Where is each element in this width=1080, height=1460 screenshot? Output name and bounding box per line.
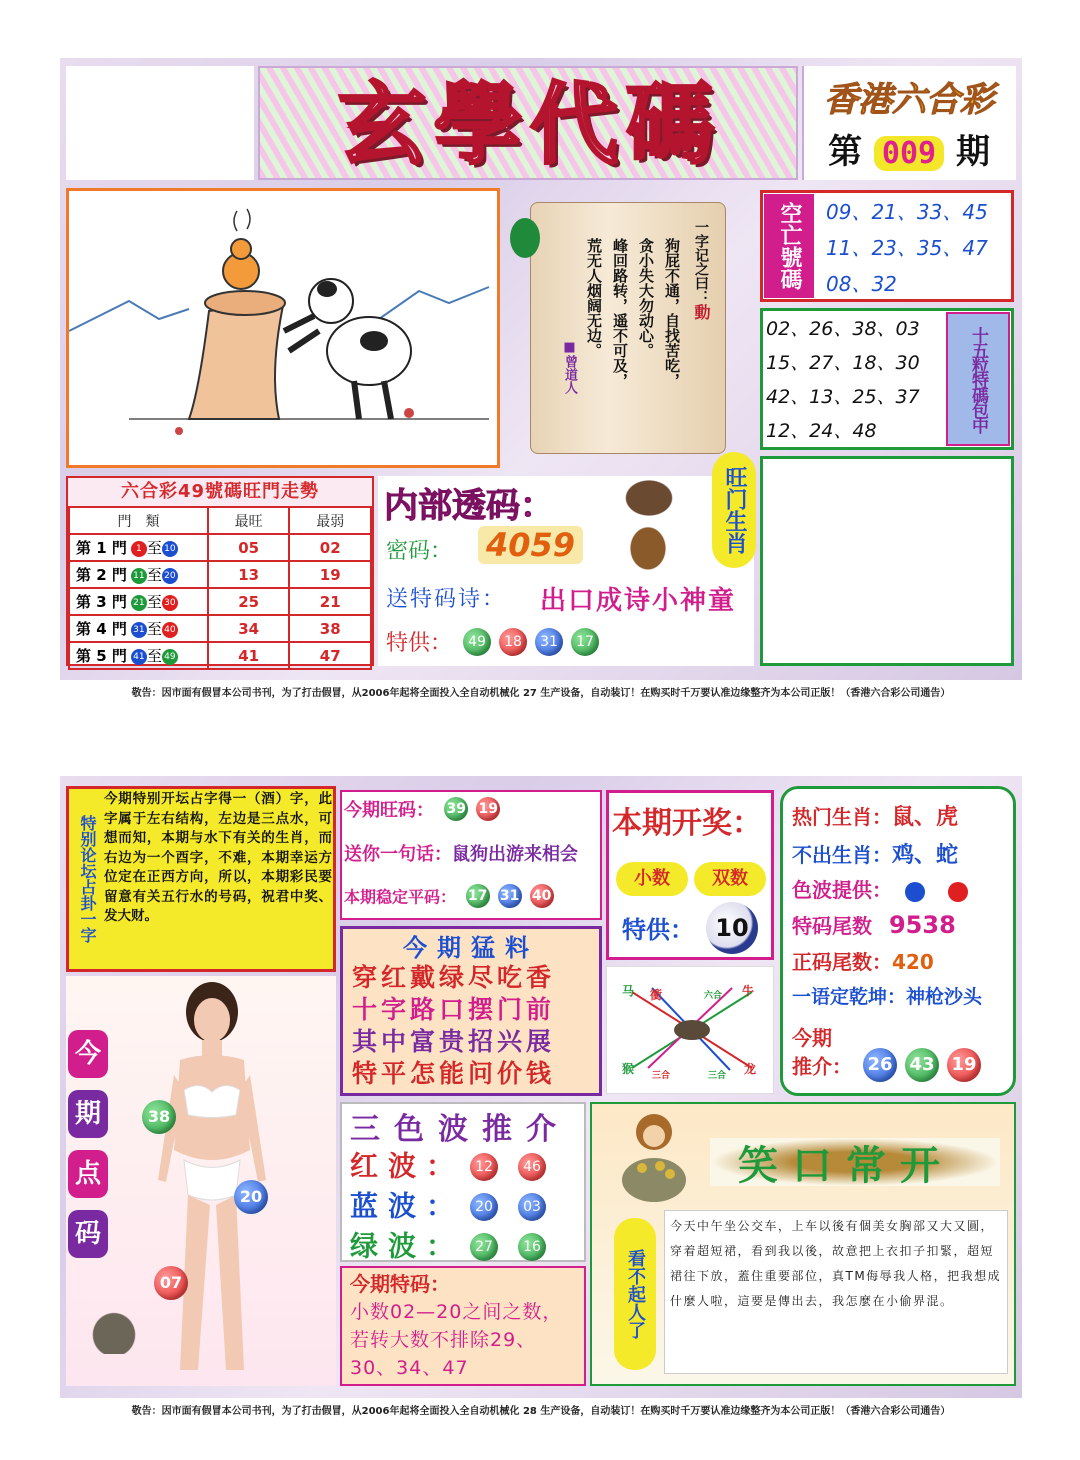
compass-label: 马 [622, 984, 635, 998]
doors-panel [66, 476, 374, 666]
doors-row [69, 588, 371, 615]
issue-suffix: 期 [955, 132, 990, 172]
doors-range-cell [69, 534, 208, 561]
poem-header: 一字记之曰：動 [692, 220, 711, 320]
doors-range-cell [69, 561, 208, 588]
monkey-icon [626, 522, 670, 570]
rec-row [792, 1048, 985, 1082]
doors-range-cell [69, 588, 208, 615]
flat-balls [462, 886, 558, 905]
joke-title: 笑口常开 [738, 1143, 954, 1189]
top-blank-box [66, 66, 254, 180]
phrase-label: 送你一句话： [344, 844, 452, 865]
rec-label-2: 推介： [792, 1054, 852, 1079]
fifteen-numbers [766, 312, 942, 448]
wang-label: 今期旺码： [344, 800, 434, 821]
door-sep: 至 [146, 593, 162, 611]
main-tail-label: 正码尾数： [792, 950, 892, 974]
wave-label: 色波提供： [792, 878, 892, 902]
wave-dot-blue [905, 882, 925, 902]
door-min-cell: 02 [289, 534, 371, 561]
stump-and-dog-illustration [69, 191, 497, 465]
wave-label: 红波： [350, 1149, 465, 1183]
forum-text: 今期特别开坛占字得一（酒）字，此字属于左右结构，左边是三点水，可想而知，本期与水下有关的生肖，而右边为一个酉字，不难，本期幸运方位定在正西方向，所以，本期彩民要留意有关五行水的号码，祝君中奖、发大财。 [104, 791, 332, 924]
number-ball: 40 [530, 884, 554, 908]
model-silhouette [140, 980, 290, 1380]
door-to-ball: 20 [162, 568, 178, 584]
number-ball: 49 [463, 628, 491, 656]
fierce-lines [352, 962, 592, 1090]
three-wave-title: 三色波推介 [350, 1112, 570, 1147]
poem-line-4: 荒无人烟阔无边。 [585, 238, 603, 358]
door-max-cell: 41 [208, 642, 290, 669]
number-ball: 16 [518, 1233, 546, 1261]
bottom-disclaimer: 敬告：因市面有假冒本公司书刊，为了打击假冒，从2006年起将全面投入全自动机械化 28 生产设备，自动装订！在购买时千万要认准边缘整齐为本公司正版！（香港六合彩公司通告） [131, 1406, 951, 1417]
logo-title: 玄學代碼 [337, 72, 722, 176]
key-label-char: 码 [68, 1210, 108, 1258]
doors-table [68, 506, 372, 670]
compass-label: 三合 [708, 1071, 727, 1081]
door-label: 第 4 門 [76, 620, 127, 638]
zodiac-badge: 旺门生肖 [712, 452, 756, 568]
poem-signature: ■曾道人 [562, 340, 577, 394]
void-title: 空亡號碼 [764, 194, 814, 298]
wave-row-blue [350, 1186, 580, 1226]
tail-label: 特码尾数 [792, 914, 872, 938]
door-label: 第 2 門 [76, 566, 127, 584]
three-wave-rows [350, 1146, 580, 1266]
doors-header-max: 最旺 [208, 507, 290, 534]
flat-label: 本期稳定平码： [344, 887, 457, 907]
door-sep: 至 [146, 647, 162, 665]
brand-title: 香港六合彩 [824, 80, 994, 120]
doors-row [69, 615, 371, 642]
doors-title: 六合彩49號碼旺門走勢 [68, 478, 372, 506]
model-figure [140, 980, 290, 1380]
fifteen-row-3: 42、13、25、37 [766, 386, 920, 408]
joke-text: 今天中午坐公交车，上车以後有個美女胸部又大又圓，穿着超短裙，看到我以後，故意把上衣扣子扣緊，超短裙往下放，蓋住重要部位，真TM侮辱我人格，把我想成什麼人啦，這要是傳出去，我怎麼在小偷界混。 [670, 1219, 1002, 1308]
code-label: 密码： [386, 539, 453, 564]
saying-label: 一语定乾坤： [792, 986, 907, 1008]
compass-label: 牛 [742, 984, 755, 998]
draw-special-label: 特供： [622, 916, 694, 944]
inside-title: 内部透码： [384, 486, 554, 526]
poem-value: 出口成诗小神童 [540, 586, 737, 616]
void-row-1: 09、21、33、45 [826, 200, 988, 224]
cold-value: 鸡、蛇 [892, 843, 959, 868]
poem-key: 動 [692, 304, 711, 320]
number-ball: 17 [466, 884, 490, 908]
fierce-line: 十字路口摆门前 [352, 995, 556, 1024]
poem-label: 送特码诗： [386, 587, 507, 612]
door-from-ball: 11 [131, 568, 147, 584]
number-ball: 07 [154, 1266, 188, 1300]
door-max-cell: 05 [208, 534, 290, 561]
door-to-ball: 30 [162, 595, 178, 611]
code-value: 4059 [478, 526, 583, 564]
number-ball: 46 [518, 1153, 546, 1181]
fierce-line: 穿红戴绿尽吃香 [352, 963, 556, 992]
draw-title: 本期开奖： [612, 806, 762, 841]
fierce-line: 其中富贵招兴展 [352, 1027, 556, 1056]
number-ball: 38 [142, 1100, 176, 1134]
compass-label: 六合 [704, 991, 723, 1001]
door-from-ball: 21 [131, 595, 147, 611]
doors-range-cell [69, 642, 208, 669]
door-max-cell: 13 [208, 561, 290, 588]
doors-header-min: 最弱 [289, 507, 371, 534]
door-label: 第 5 門 [76, 647, 127, 665]
number-ball: 20 [234, 1180, 268, 1214]
phrase-row [344, 840, 578, 866]
compass-label: 三合 [652, 1071, 671, 1081]
hot-label: 热门生肖： [792, 805, 892, 829]
door-min-cell: 47 [289, 642, 371, 669]
compass-label: 衝 [650, 988, 663, 1002]
special-balls [459, 629, 603, 654]
key-label-char: 期 [68, 1090, 108, 1138]
wave-dot-red [948, 882, 968, 902]
special-code-title: 今期特码： [350, 1272, 450, 1296]
wave-label: 蓝波： [350, 1189, 465, 1223]
compass-label: 龙 [744, 1062, 757, 1076]
issue-line [806, 124, 1012, 174]
door-sep: 至 [146, 566, 162, 584]
number-ball: 20 [470, 1193, 498, 1221]
hot-value: 鼠、虎 [892, 805, 959, 830]
wave-label: 绿波： [350, 1229, 465, 1263]
fierce-line: 特平怎能问价钱 [352, 1059, 556, 1088]
poem-scroll [510, 198, 750, 464]
forum-side-title: 特别论坛占卦一字 [78, 815, 97, 943]
doors-body [69, 534, 371, 669]
pig-icon [620, 476, 678, 516]
tail-value: 9538 [888, 911, 956, 939]
fifteen-title: 十五粒特碼包中 [946, 312, 1010, 446]
top-empty-box [760, 456, 1014, 666]
wave-row [792, 874, 968, 903]
void-numbers [826, 194, 1012, 302]
wang-balls [440, 798, 504, 819]
compass-label: 猴 [622, 1062, 635, 1076]
poem-line-2: 贪小失大勿动心。 [637, 238, 655, 358]
door-max-cell: 25 [208, 588, 290, 615]
fifteen-row-1: 02、26、38、03 [766, 318, 920, 340]
wolf-icon [86, 1306, 142, 1354]
wave-row-red [350, 1146, 580, 1186]
door-min-cell: 38 [289, 615, 371, 642]
door-max-cell: 34 [208, 615, 290, 642]
number-ball: 17 [571, 628, 599, 656]
saying-row [792, 982, 982, 1009]
wang-row [344, 796, 504, 826]
special-code-text: 小数02—20之间之数，若转大数不排除29、30、34、47 [350, 1301, 563, 1379]
door-to-ball: 10 [162, 541, 178, 557]
joke-side: 看不起人了 [614, 1218, 656, 1370]
number-ball: 19 [947, 1048, 981, 1082]
draw-special-ball: 10 [706, 902, 758, 954]
number-ball: 18 [499, 628, 527, 656]
fifteen-row-4: 12、24、48 [766, 420, 877, 442]
poem-line-3: 峰回路转，遥不可及， [611, 238, 629, 388]
draw-tag-small: 小数 [616, 862, 688, 896]
doors-row [69, 561, 371, 588]
monkey-money-illustration [614, 1108, 694, 1204]
key-label-chars [68, 1030, 108, 1270]
special-row [386, 626, 603, 658]
money-bag-icon [614, 1108, 694, 1204]
doors-row [69, 534, 371, 561]
door-from-ball: 41 [131, 649, 147, 665]
cold-row [792, 838, 958, 869]
special-label: 特供： [386, 631, 453, 656]
void-row-3: 08、32 [826, 272, 897, 296]
key-label-char: 点 [68, 1150, 108, 1198]
scroll-roll-green [510, 218, 540, 258]
void-row-2: 11、23、35、47 [826, 236, 988, 260]
doors-row [69, 642, 371, 669]
main-tail-row [792, 946, 934, 975]
door-min-cell: 19 [289, 561, 371, 588]
number-ball: 19 [476, 797, 500, 821]
number-ball: 26 [863, 1048, 897, 1082]
door-sep: 至 [146, 620, 162, 638]
saying-value: 神枪沙头 [906, 986, 983, 1008]
poem-line-1: 狗屁不通，自找苦吃， [663, 238, 681, 388]
number-ball: 27 [470, 1233, 498, 1261]
rec-balls [859, 1052, 985, 1076]
top-disclaimer: 敬告：因市面有假冒本公司书刊，为了打击假冒，从2006年起将全面投入全自动机械化 27 生产设备，自动装订！在购买时千万要认准边缘整齐为本公司正版！（香港六合彩公司通告） [131, 688, 951, 699]
doors-range-cell [69, 615, 208, 642]
number-ball: 31 [498, 884, 522, 908]
signature-mark: ■ [562, 340, 577, 355]
issue-prefix: 第 [828, 132, 863, 172]
fierce-title: 今期猛料 [403, 934, 539, 962]
door-to-ball: 40 [162, 622, 178, 638]
flat-row [344, 884, 558, 914]
rec-label-1: 今期 [792, 1026, 832, 1050]
illustration-frame [66, 188, 500, 468]
number-ball: 43 [905, 1048, 939, 1082]
door-min-cell: 21 [289, 588, 371, 615]
main-tail-value: 420 [892, 950, 934, 974]
door-sep: 至 [146, 539, 162, 557]
doors-header-row [69, 507, 371, 534]
key-label-char: 今 [68, 1030, 108, 1078]
door-to-ball: 49 [162, 649, 178, 665]
wave-row-green [350, 1226, 580, 1266]
number-ball: 03 [518, 1193, 546, 1221]
doors-header-type: 門 類 [69, 507, 208, 534]
number-ball: 39 [444, 797, 468, 821]
door-from-ball: 31 [131, 622, 147, 638]
door-label: 第 3 門 [76, 593, 127, 611]
fifteen-row-2: 15、27、18、30 [766, 352, 920, 374]
tail-row [792, 910, 956, 939]
draw-tag-even: 双数 [694, 862, 766, 896]
phrase-value: 鼠狗出游来相会 [452, 844, 578, 865]
cold-label: 不出生肖： [792, 843, 892, 867]
number-ball: 31 [535, 628, 563, 656]
door-from-ball: 1 [131, 541, 147, 557]
door-label: 第 1 門 [76, 539, 127, 557]
issue-number: 009 [874, 136, 944, 171]
number-ball: 12 [470, 1153, 498, 1181]
hot-row [792, 800, 958, 831]
